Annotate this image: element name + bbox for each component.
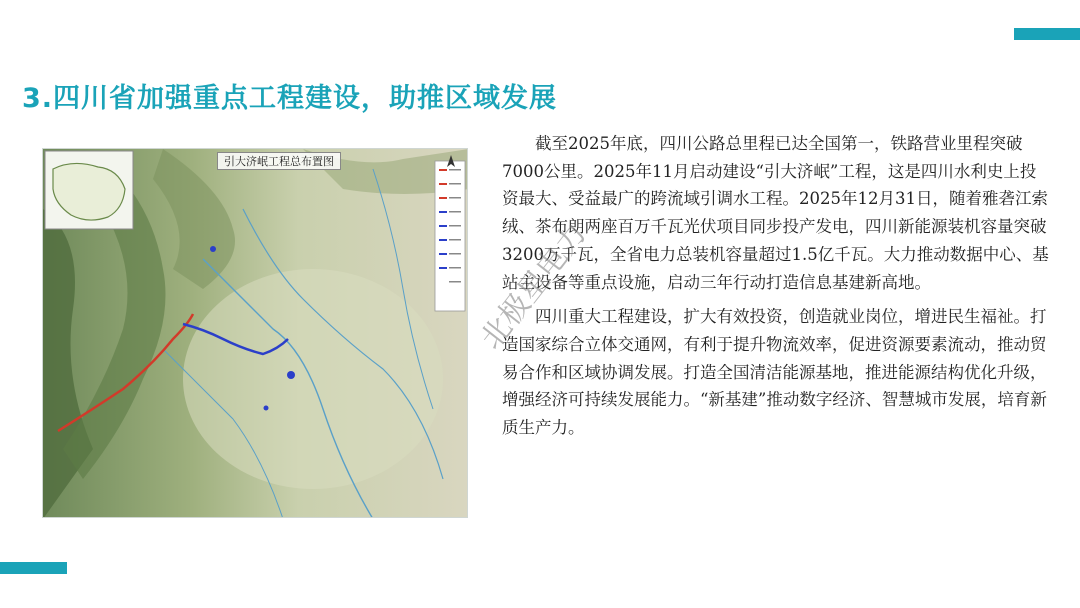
body-text [502,130,1050,449]
paragraph-1: 截至2025年底，四川公路总里程已达全国第一，铁路营业里程突破7000公里。2025年11月启动建设“引大济岷”工程，这是四川水利史上投资最大、受益最广的跨流域引调水工程。2025年12月31日，随着雅砻江索绒、茶布朗两座百万千瓦光伏项目同步投产发电，四川新能源装机容量突破3200万千瓦，全省电力总装机容量超过1.5亿千瓦。大力推动数据中心、基站主设备等重点设施，启动三年行动打造信息基建新高地。 [502,134,1049,292]
bottom-accent-bar [0,562,67,574]
slide-title: 3.四川省加强重点工程建设，助推区域发展 [22,83,558,114]
watermark: 北极星电力 [473,216,594,357]
map-graphic [43,149,468,518]
project-map-image [42,148,468,518]
map-title: 引大济岷工程总布置图 [217,152,341,170]
paragraph-2: 四川重大工程建设，扩大有效投资，创造就业岗位，增进民生福祉。打造国家综合立体交通网，有利于提升物流效率，促进资源要素流动，推动贸易合作和区域协调发展。打造全国清洁能源基地，推进能源结构优化升级，增强经济可持续发展能力。“新基建”推动数字经济、智慧城市发展，培育新质生产力。 [502,307,1047,438]
top-accent-bar [1014,28,1080,40]
